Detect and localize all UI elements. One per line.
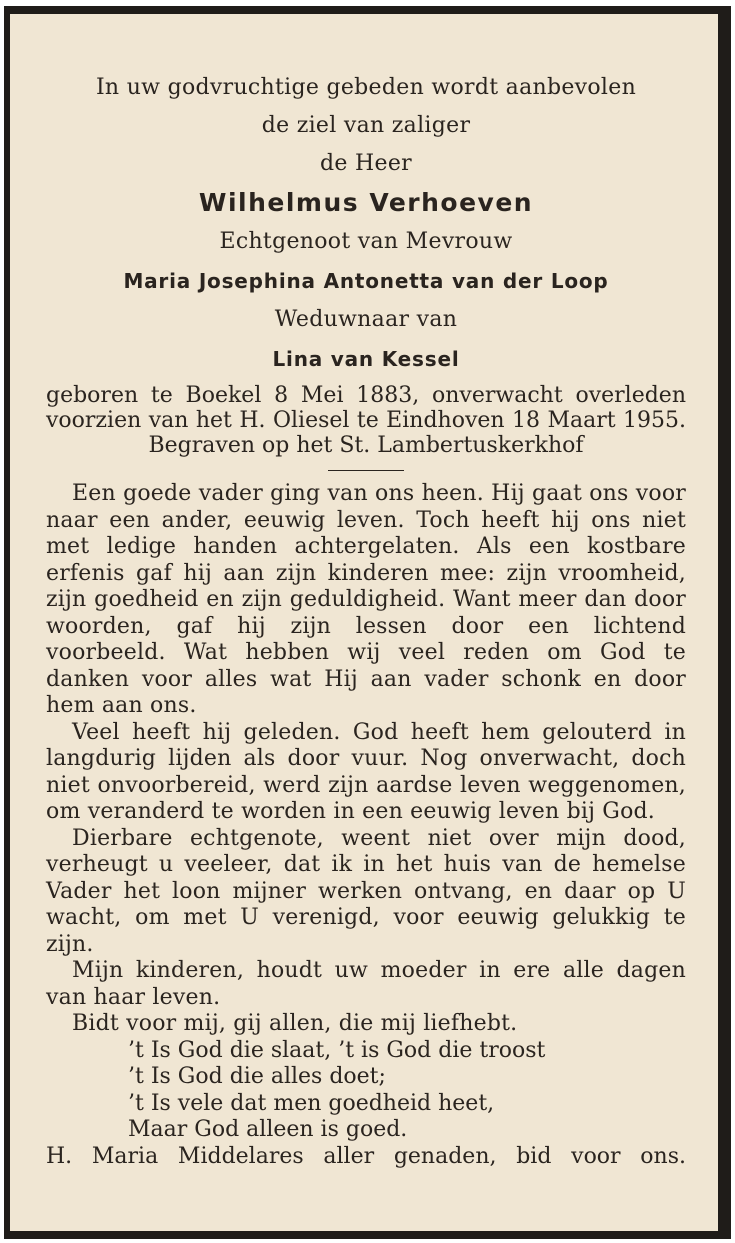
first-wife-name: Lina van Kessel xyxy=(272,347,460,371)
verse-line: ’t Is God die slaat, ’t is God die troost xyxy=(128,1037,546,1063)
verse xyxy=(128,1038,686,1144)
spouse-name: Maria Josephina Antonetta van der Loop xyxy=(123,269,609,293)
paragraph: Een goede vader ging van ons heen. Hij gaat ons voor naar een ander, eeuwig leven. Toch heeft hij ons niet met ledige handen achtergelaten. Als een kostbare erfenis gaf hij aan zijn kinderen mee: zijn vroomheid, zijn goedheid en zijn geduldigheid. Want meer dan door woorden, gaf hij zijn lessen door een lichtend voorbeeld. Wat hebben wij veel reden om God te danken voor alles wat Hij aan vader schonk en door hem aan ons. xyxy=(46,481,686,718)
verse-line: ’t Is vele dat men goedheid heet, xyxy=(128,1090,495,1116)
birth-death-text: geboren te Boekel 8 Mei 1883, onverwacht overleden voorzien van het H. Oliesel te Eindhoven 18 Maart 1955. Begraven op het St. Lambertuskerkhof xyxy=(46,383,686,458)
widower-intro: Weduwnaar van xyxy=(274,307,458,332)
card-content xyxy=(46,69,686,1170)
deceased-name: Wilhelmus Verhoeven xyxy=(198,188,534,217)
verse-line: ’t Is God die alles doet; xyxy=(128,1064,386,1089)
intro-line-1: In uw godvruchtige gebeden wordt aanbevolen xyxy=(95,75,637,100)
spouse-intro: Echtgenoot van Mevrouw xyxy=(219,229,513,254)
intro-line-3: de Heer xyxy=(320,151,412,176)
verse-line: Maar God alleen is goed. xyxy=(128,1117,408,1142)
card-paper xyxy=(10,14,718,1231)
memorial-card xyxy=(4,6,731,1239)
intro-line-2: de ziel van zaliger xyxy=(261,113,471,138)
paragraph: Veel heeft hij geleden. God heeft hem gelouterd in langdurig lijden als door vuur. Nog onverwacht, doch niet onvoorbereid, werd zijn aardse leven weggenomen, om veranderd te worden in een eeuwig leven bij God. xyxy=(46,719,686,824)
divider-line xyxy=(328,470,404,471)
paragraph: Mijn kinderen, houdt uw moeder in ere alle dagen van haar leven. xyxy=(46,958,686,1010)
paragraph: Dierbare echtgenote, weent niet over mijn dood, verheugt u veeleer, dat ik in het huis van de hemelse Vader het loon mijner werken ontvang, en daar op U wacht, om met U verenigd, voor eeuwig gelukkig te zijn. xyxy=(46,825,686,957)
closing-prayer: H. Maria Middelares aller genaden, bid voor ons. xyxy=(46,1143,686,1169)
card-body xyxy=(46,481,686,1038)
paragraph: Bidt voor mij, gij allen, die mij liefhebt. xyxy=(72,1011,518,1036)
